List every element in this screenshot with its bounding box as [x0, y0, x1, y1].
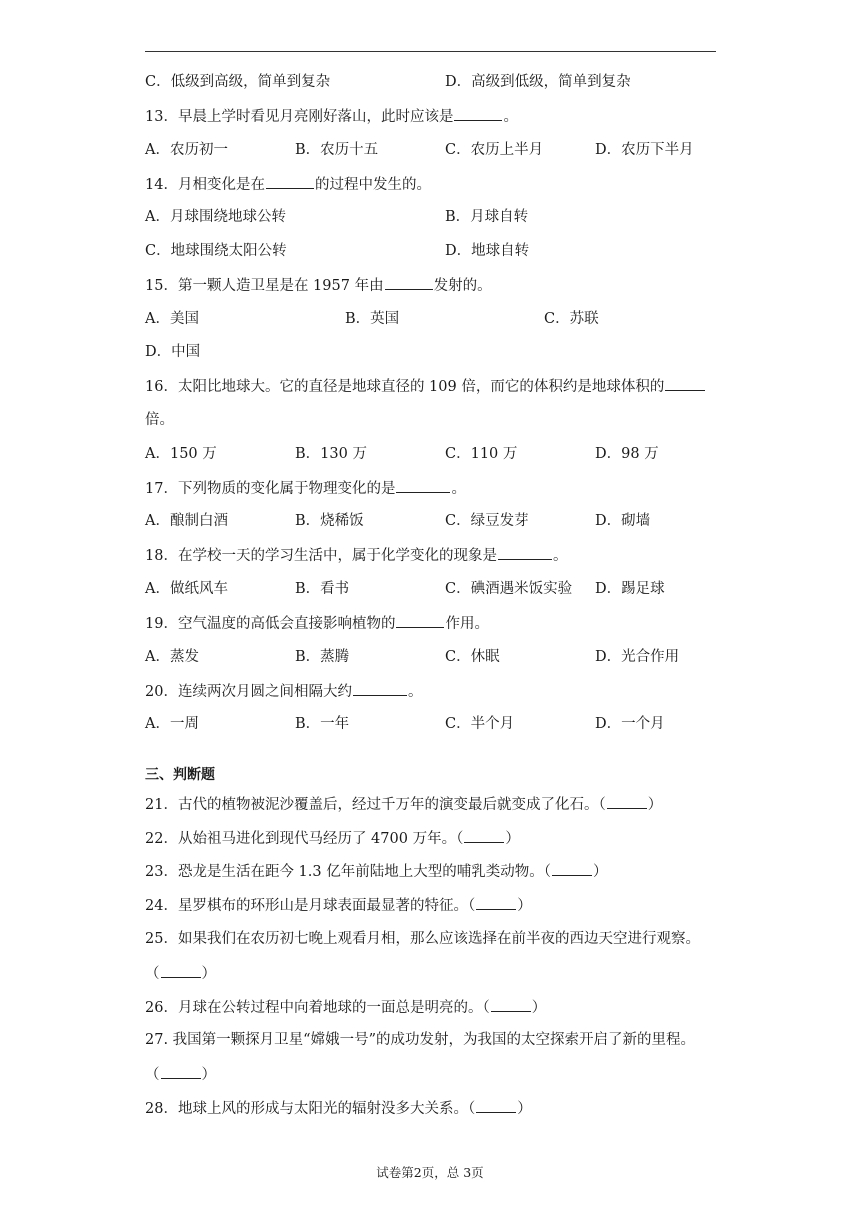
- paren-close: ）: [201, 966, 216, 982]
- judgment-26: [145, 997, 546, 1018]
- question-text: 19．空气温度的高低会直接影响植物的: [145, 616, 396, 632]
- answer-blank: [476, 1098, 516, 1113]
- paren-close: ）: [517, 898, 532, 914]
- question-19: [145, 613, 489, 634]
- section-title: 三、判断题: [145, 767, 215, 783]
- judgment-27: 27. 我国第一颗探月卫星“嫦娥一号”的成功发射，为我国的太空探索开启了新的里程。: [145, 1032, 695, 1048]
- q13-option-a: A．农历初一: [145, 142, 228, 158]
- paren-close: ）: [647, 797, 663, 813]
- q15-option-d: D．中国: [145, 344, 201, 360]
- q15-option-a: A．美国: [145, 311, 199, 327]
- answer-blank: [491, 997, 531, 1012]
- q15-option-c: C．苏联: [544, 311, 599, 327]
- judgment-25: 25．如果我们在农历初七晚上观看月相，那么应该选择在前半夜的西边天空进行观察。: [145, 931, 700, 947]
- q17-option-a: A．酿制白酒: [145, 513, 228, 529]
- q17-option-c: C．绿豆发芽: [445, 513, 529, 529]
- q18-option-b: B．看书: [295, 581, 350, 597]
- q19-option-c: C．休眠: [445, 649, 500, 665]
- q13-option-c: C．农历上半月: [445, 142, 544, 158]
- question-text-end: 。: [503, 109, 518, 125]
- question-13: [145, 106, 518, 127]
- header-rule: [145, 51, 716, 52]
- q16-option-a: A．150 万: [145, 446, 217, 462]
- paren-close: ）: [517, 1101, 532, 1117]
- answer-blank: [476, 895, 516, 910]
- q19-option-d: D．光合作用: [595, 649, 680, 665]
- paren-open: （: [543, 864, 551, 880]
- statement-text: 28．地球上风的形成与太阳光的辐射没多大关系。: [145, 1101, 468, 1117]
- answer-blank: [161, 963, 201, 978]
- question-text-end: 发射的。: [433, 278, 492, 294]
- paren-open: （: [598, 797, 606, 813]
- question-text-end: 。: [451, 481, 466, 497]
- q18-option-d: D．踢足球: [595, 581, 665, 597]
- question-text: 13．早晨上学时看见月亮刚好落山，此时应该是: [145, 109, 454, 125]
- answer-blank: [385, 275, 433, 290]
- question-16: [145, 376, 706, 397]
- q14-option-b: B．月球自转: [445, 209, 529, 225]
- statement-text: 24．星罗棋布的环形山是月球表面最显著的特征。: [145, 898, 468, 914]
- judgment-21: [145, 794, 662, 815]
- answer-blank: [464, 828, 504, 843]
- q12-option-d: D．高级到低级，简单到复杂: [445, 74, 631, 90]
- paren-open: （: [456, 831, 464, 847]
- q13-option-b: B．农历十五: [295, 142, 379, 158]
- question-17: [145, 478, 466, 499]
- question-14: [145, 174, 431, 195]
- question-text: 18．在学校一天的学习生活中，属于化学变化的现象是: [145, 548, 497, 564]
- question-text: 14．月相变化是在: [145, 177, 265, 193]
- question-15: [145, 275, 492, 296]
- paren-close: ）: [201, 1067, 216, 1083]
- q13-option-d: D．农历下半月: [595, 142, 694, 158]
- question-text-end: 的过程中发生的。: [314, 177, 431, 193]
- q15-option-b: B．英国: [345, 311, 400, 327]
- judgment-23: [145, 861, 607, 882]
- q18-option-a: A．做纸风车: [145, 581, 228, 597]
- answer-blank: [454, 106, 502, 121]
- q14-option-d: D．地球自转: [445, 243, 530, 259]
- answer-blank: [353, 681, 407, 696]
- q19-option-b: B．蒸腾: [295, 649, 350, 665]
- question-18: [145, 545, 567, 566]
- paren-open: （: [145, 966, 160, 982]
- question-text-end: 作用。: [445, 616, 489, 632]
- answer-blank: [396, 478, 450, 493]
- question-text: 15．第一颗人造卫星是在 1957 年由: [145, 278, 384, 294]
- paren-open: （: [482, 1000, 490, 1016]
- judgment-24: [145, 895, 532, 916]
- q12-option-c: C．低级到高级，简单到复杂: [145, 74, 331, 90]
- paren-close: ）: [592, 864, 608, 880]
- q17-option-b: B．烧稀饭: [295, 513, 364, 529]
- judgment-27-answer: [145, 1064, 216, 1085]
- q16-option-c: C．110 万: [445, 446, 518, 462]
- paren-close: ）: [505, 831, 520, 847]
- paren-open: （: [145, 1067, 160, 1083]
- paren-open: （: [467, 898, 476, 914]
- answer-blank: [607, 794, 647, 809]
- answer-blank: [266, 174, 314, 189]
- paren-open: （: [467, 1101, 476, 1117]
- q20-option-b: B．一年: [295, 716, 350, 732]
- statement-text: 23．恐龙是生活在距今 1.3 亿年前陆地上大型的哺乳类动物。: [145, 864, 544, 880]
- statement-text: 22．从始祖马进化到现代马经历了 4700 万年。: [145, 831, 457, 847]
- statement-text: 26．月球在公转过程中向着地球的一面总是明亮的。: [145, 1000, 483, 1016]
- q14-option-a: A．月球围绕地球公转: [145, 209, 286, 225]
- answer-blank: [552, 861, 592, 876]
- question-text: 17．下列物质的变化属于物理变化的是: [145, 481, 396, 497]
- page-footer: 试卷第2页，总 3页: [376, 1165, 484, 1180]
- judgment-28: [145, 1098, 532, 1119]
- q20-option-d: D．一个月: [595, 716, 665, 732]
- q19-option-a: A．蒸发: [145, 649, 199, 665]
- question-text: 20．连续两次月圆之间相隔大约: [145, 684, 352, 700]
- question-20: [145, 681, 422, 702]
- judgment-22: [145, 828, 520, 849]
- statement-text: 21．古代的植物被泥沙覆盖后，经过千万年的演变最后就变成了化石。: [145, 797, 599, 813]
- answer-blank: [396, 613, 444, 628]
- q14-option-c: C．地球围绕太阳公转: [145, 243, 287, 259]
- judgment-25-answer: [145, 963, 216, 984]
- question-text: 16．太阳比地球大。它的直径是地球直径的 109 倍，而它的体积约是地球体积的: [145, 379, 665, 395]
- question-text-end: 。: [407, 684, 423, 700]
- question-16-continuation: 倍。: [145, 412, 174, 428]
- answer-blank: [498, 545, 552, 560]
- q16-option-d: D．98 万: [595, 446, 659, 462]
- answer-blank: [161, 1064, 201, 1079]
- paren-close: ）: [531, 1000, 547, 1016]
- question-text-end: 。: [552, 548, 568, 564]
- q17-option-d: D．砌墙: [595, 513, 651, 529]
- q16-option-b: B．130 万: [295, 446, 367, 462]
- q20-option-a: A．一周: [145, 716, 199, 732]
- q20-option-c: C．半个月: [445, 716, 515, 732]
- answer-blank: [665, 376, 705, 391]
- q18-option-c: C．碘酒遇米饭实验: [445, 581, 573, 597]
